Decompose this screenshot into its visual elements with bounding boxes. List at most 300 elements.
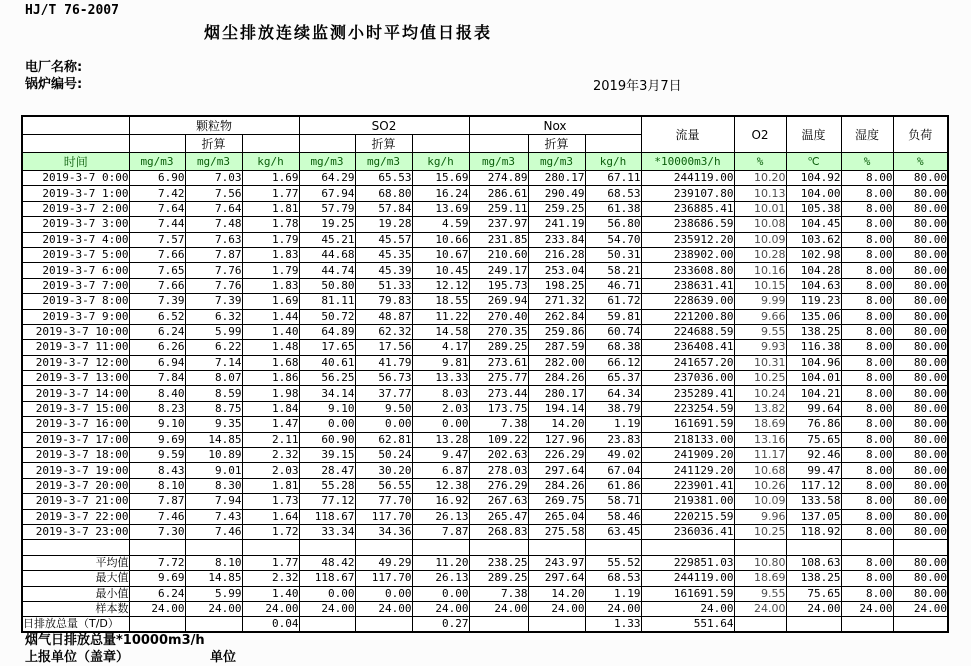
value-cell: 8.00: [841, 171, 893, 186]
value-cell: 10.45: [412, 263, 469, 278]
value-cell: 16.24: [412, 186, 469, 201]
time-cell: 2019-3-7 18:00: [22, 448, 129, 463]
value-cell: 1.68: [242, 355, 299, 370]
report-unit-label: 上报单位（盖章）: [25, 650, 130, 665]
table-row: [22, 324, 948, 339]
summary-value-cell: 18.69: [734, 571, 786, 586]
temperature-header: 温度: [786, 116, 841, 153]
summary-value-cell: 161691.59: [641, 586, 734, 601]
value-cell: 1.40: [242, 324, 299, 339]
value-cell: 48.87: [355, 309, 412, 324]
value-cell: 7.44: [129, 217, 185, 232]
spacer-cell: [355, 540, 412, 555]
value-cell: 77.70: [355, 494, 412, 509]
value-cell: 28.47: [299, 463, 355, 478]
summary-label: 平均值: [22, 555, 129, 570]
value-cell: 8.00: [841, 524, 893, 539]
value-cell: 80.00: [893, 448, 948, 463]
time-cell: 2019-3-7 16:00: [22, 417, 129, 432]
spacer-cell: [893, 540, 948, 555]
value-cell: 233.84: [528, 232, 585, 247]
value-cell: 118.67: [299, 509, 355, 524]
value-cell: 58.46: [585, 509, 641, 524]
value-cell: 80.00: [893, 201, 948, 216]
summary-value-cell: [734, 617, 786, 633]
value-cell: 241909.20: [641, 448, 734, 463]
value-cell: 12.12: [412, 278, 469, 293]
value-cell: 7.42: [129, 186, 185, 201]
value-cell: 8.00: [841, 401, 893, 416]
value-cell: 297.64: [528, 463, 585, 478]
table-row: [22, 247, 948, 262]
particulate-raw-header: [129, 135, 185, 153]
summary-value-cell: 24.00: [786, 601, 841, 616]
value-cell: 61.86: [585, 478, 641, 493]
value-cell: 239107.80: [641, 186, 734, 201]
value-cell: 7.57: [129, 232, 185, 247]
summary-value-cell: 0.27: [412, 617, 469, 633]
value-cell: 104.00: [786, 186, 841, 201]
value-cell: 127.96: [528, 432, 585, 447]
flow-unit-header: *10000m3/h: [641, 153, 734, 171]
summary-label: 样本数: [22, 601, 129, 616]
value-cell: 80.00: [893, 524, 948, 539]
value-cell: 8.00: [841, 263, 893, 278]
spacer-cell: [734, 540, 786, 555]
load-unit-header: %: [893, 153, 948, 171]
value-cell: 9.35: [185, 417, 242, 432]
value-cell: 223901.41: [641, 478, 734, 493]
value-cell: 119.23: [786, 294, 841, 309]
summary-value-cell: 0.00: [299, 586, 355, 601]
summary-value-cell: 8.00: [841, 586, 893, 601]
summary-value-cell: 117.70: [355, 571, 412, 586]
o2-unit-header: %: [734, 153, 786, 171]
value-cell: 8.75: [185, 401, 242, 416]
value-cell: 1.77: [242, 186, 299, 201]
spacer-cell: [585, 540, 641, 555]
time-col-header-top: [22, 116, 129, 135]
value-cell: 9.69: [129, 432, 185, 447]
time-cell: 2019-3-7 4:00: [22, 232, 129, 247]
o2-header: O2: [734, 116, 786, 153]
value-cell: 7.87: [185, 247, 242, 262]
spacer-cell: [641, 540, 734, 555]
value-cell: 224688.59: [641, 324, 734, 339]
summary-row-samples: [22, 601, 948, 616]
table-row: [22, 494, 948, 509]
table-row: [22, 217, 948, 232]
report-date: 2019年3月7日: [593, 79, 682, 94]
value-cell: 8.00: [841, 494, 893, 509]
value-cell: 10.68: [734, 463, 786, 478]
value-cell: 1.84: [242, 401, 299, 416]
value-cell: 38.79: [585, 401, 641, 416]
value-cell: 8.00: [841, 309, 893, 324]
time-cell: 2019-3-7 19:00: [22, 463, 129, 478]
table-row: [22, 432, 948, 447]
value-cell: 17.56: [355, 340, 412, 355]
table-row: [22, 232, 948, 247]
humidity-unit-header: %: [841, 153, 893, 171]
value-cell: 116.38: [786, 340, 841, 355]
value-cell: 236408.41: [641, 340, 734, 355]
value-cell: 1.73: [242, 494, 299, 509]
value-cell: 7.46: [129, 509, 185, 524]
value-cell: 9.96: [734, 509, 786, 524]
value-cell: 8.00: [841, 509, 893, 524]
value-cell: 1.79: [242, 263, 299, 278]
value-cell: 10.67: [412, 247, 469, 262]
value-cell: 80.00: [893, 263, 948, 278]
summary-value-cell: 68.53: [585, 571, 641, 586]
value-cell: 7.56: [185, 186, 242, 201]
value-cell: 1.47: [242, 417, 299, 432]
time-col-header-mid: [22, 135, 129, 153]
value-cell: 9.50: [355, 401, 412, 416]
load-header: 负荷: [893, 116, 948, 153]
summary-value-cell: 24.00: [412, 601, 469, 616]
value-cell: 56.55: [355, 478, 412, 493]
value-cell: 56.25: [299, 371, 355, 386]
value-cell: 241657.20: [641, 355, 734, 370]
value-cell: 45.35: [355, 247, 412, 262]
value-cell: 7.39: [185, 294, 242, 309]
summary-value-cell: 24.00: [242, 601, 299, 616]
value-cell: 8.00: [841, 232, 893, 247]
table-row: [22, 509, 948, 524]
unit-label: 单位: [210, 650, 237, 665]
value-cell: 58.71: [585, 494, 641, 509]
summary-value-cell: 1.77: [242, 555, 299, 570]
value-cell: 44.74: [299, 263, 355, 278]
value-cell: 50.80: [299, 278, 355, 293]
table-body: [22, 171, 948, 633]
summary-value-cell: [841, 617, 893, 633]
summary-value-cell: 8.00: [841, 571, 893, 586]
value-cell: 133.58: [786, 494, 841, 509]
value-cell: 45.57: [355, 232, 412, 247]
value-cell: 51.33: [355, 278, 412, 293]
table-row: [22, 171, 948, 186]
value-cell: 161691.59: [641, 417, 734, 432]
value-cell: 9.47: [412, 448, 469, 463]
table-header: [22, 116, 948, 171]
value-cell: 236036.41: [641, 524, 734, 539]
value-cell: 44.68: [299, 247, 355, 262]
particulate-rate-header: [242, 135, 299, 153]
value-cell: 173.75: [469, 401, 528, 416]
value-cell: 99.47: [786, 463, 841, 478]
summary-label: 最大值: [22, 571, 129, 586]
value-cell: 104.92: [786, 171, 841, 186]
value-cell: 7.66: [129, 278, 185, 293]
particulate-unit-header: kg/h: [242, 153, 299, 171]
value-cell: 238686.59: [641, 217, 734, 232]
summary-value-cell: 49.29: [355, 555, 412, 570]
value-cell: 80.00: [893, 232, 948, 247]
spacer-cell: [528, 540, 585, 555]
summary-value-cell: 75.65: [786, 586, 841, 601]
summary-value-cell: 24.00: [355, 601, 412, 616]
value-cell: 235289.41: [641, 386, 734, 401]
value-cell: 8.00: [841, 355, 893, 370]
value-cell: 7.66: [129, 247, 185, 262]
value-cell: 7.39: [129, 294, 185, 309]
value-cell: 0.00: [412, 417, 469, 432]
so2-unit-header: mg/m3: [299, 153, 355, 171]
summary-label: 最小值: [22, 586, 129, 601]
value-cell: 6.24: [129, 324, 185, 339]
value-cell: 56.80: [585, 217, 641, 232]
value-cell: 7.76: [185, 278, 242, 293]
value-cell: 8.00: [841, 217, 893, 232]
nox-rate-header: [585, 135, 641, 153]
value-cell: 282.00: [528, 355, 585, 370]
value-cell: 80.00: [893, 278, 948, 293]
value-cell: 7.14: [185, 355, 242, 370]
summary-value-cell: 6.24: [129, 586, 185, 601]
value-cell: 137.05: [786, 509, 841, 524]
value-cell: 10.01: [734, 201, 786, 216]
value-cell: 50.31: [585, 247, 641, 262]
value-cell: 80.00: [893, 386, 948, 401]
value-cell: 265.47: [469, 509, 528, 524]
value-cell: 92.46: [786, 448, 841, 463]
value-cell: 216.28: [528, 247, 585, 262]
value-cell: 10.09: [734, 232, 786, 247]
value-cell: 273.44: [469, 386, 528, 401]
value-cell: 6.87: [412, 463, 469, 478]
value-cell: 19.25: [299, 217, 355, 232]
value-cell: 265.04: [528, 509, 585, 524]
time-cell: 2019-3-7 5:00: [22, 247, 129, 262]
summary-value-cell: 229851.03: [641, 555, 734, 570]
value-cell: 60.90: [299, 432, 355, 447]
value-cell: 7.48: [185, 217, 242, 232]
time-cell: 2019-3-7 0:00: [22, 171, 129, 186]
time-cell: 2019-3-7 2:00: [22, 201, 129, 216]
value-cell: 286.61: [469, 186, 528, 201]
value-cell: 67.04: [585, 463, 641, 478]
summary-value-cell: 24.00: [893, 601, 948, 616]
value-cell: 268.83: [469, 524, 528, 539]
value-cell: 80.00: [893, 432, 948, 447]
value-cell: 61.38: [585, 201, 641, 216]
value-cell: 30.20: [355, 463, 412, 478]
value-cell: 7.63: [185, 232, 242, 247]
time-cell: 2019-3-7 3:00: [22, 217, 129, 232]
value-cell: 6.94: [129, 355, 185, 370]
summary-value-cell: 9.69: [129, 571, 185, 586]
value-cell: 271.32: [528, 294, 585, 309]
value-cell: 231.85: [469, 232, 528, 247]
value-cell: 1.72: [242, 524, 299, 539]
summary-value-cell: [528, 617, 585, 633]
value-cell: 79.83: [355, 294, 412, 309]
summary-value-cell: 24.00: [129, 601, 185, 616]
value-cell: 275.58: [528, 524, 585, 539]
value-cell: 64.34: [585, 386, 641, 401]
value-cell: 12.38: [412, 478, 469, 493]
page-title: 烟尘排放连续监测小时平均值日报表: [204, 23, 493, 42]
summary-value-cell: 289.25: [469, 571, 528, 586]
summary-label: 日排放总量（T/D）: [22, 617, 129, 633]
value-cell: 2.32: [242, 448, 299, 463]
summary-value-cell: 10.80: [734, 555, 786, 570]
value-cell: 2.03: [242, 463, 299, 478]
humidity-header: 湿度: [841, 116, 893, 153]
value-cell: 9.81: [412, 355, 469, 370]
summary-value-cell: 14.20: [528, 586, 585, 601]
nox-raw-header: [469, 135, 528, 153]
value-cell: 75.65: [786, 432, 841, 447]
summary-value-cell: 551.64: [641, 617, 734, 633]
value-cell: 67.11: [585, 171, 641, 186]
value-cell: 37.77: [355, 386, 412, 401]
value-cell: 117.12: [786, 478, 841, 493]
value-cell: 1.19: [585, 417, 641, 432]
summary-value-cell: 244119.00: [641, 571, 734, 586]
value-cell: 10.15: [734, 278, 786, 293]
summary-value-cell: [786, 617, 841, 633]
value-cell: 10.66: [412, 232, 469, 247]
spacer-cell: [129, 540, 185, 555]
value-cell: 8.30: [185, 478, 242, 493]
value-cell: 41.79: [355, 355, 412, 370]
value-cell: 218133.00: [641, 432, 734, 447]
value-cell: 228639.00: [641, 294, 734, 309]
value-cell: 65.53: [355, 171, 412, 186]
summary-value-cell: 0.04: [242, 617, 299, 633]
value-cell: 7.87: [129, 494, 185, 509]
summary-value-cell: 24.00: [841, 601, 893, 616]
table-row: [22, 463, 948, 478]
value-cell: 10.08: [734, 217, 786, 232]
value-cell: 13.16: [734, 432, 786, 447]
value-cell: 80.00: [893, 509, 948, 524]
value-cell: 104.01: [786, 371, 841, 386]
time-cell: 2019-3-7 13:00: [22, 371, 129, 386]
value-cell: 13.33: [412, 371, 469, 386]
value-cell: 9.59: [129, 448, 185, 463]
value-cell: 259.86: [528, 324, 585, 339]
value-cell: 10.89: [185, 448, 242, 463]
value-cell: 1.86: [242, 371, 299, 386]
value-cell: 46.71: [585, 278, 641, 293]
value-cell: 9.99: [734, 294, 786, 309]
value-cell: 8.00: [841, 432, 893, 447]
table-row: [22, 417, 948, 432]
value-cell: 56.73: [355, 371, 412, 386]
summary-row-average: [22, 555, 948, 570]
group-header-so2: SO2: [299, 116, 469, 135]
value-cell: 105.38: [786, 201, 841, 216]
value-cell: 6.26: [129, 340, 185, 355]
particulate-unit-header: mg/m3: [185, 153, 242, 171]
value-cell: 34.36: [355, 524, 412, 539]
value-cell: 8.40: [129, 386, 185, 401]
value-cell: 13.69: [412, 201, 469, 216]
flow-total-note: 烟气日排放总量*10000m3/h: [25, 633, 205, 648]
summary-value-cell: [893, 617, 948, 633]
value-cell: 290.49: [528, 186, 585, 201]
value-cell: 68.80: [355, 186, 412, 201]
value-cell: 8.00: [841, 386, 893, 401]
summary-value-cell: 297.64: [528, 571, 585, 586]
plant-name-label: 电厂名称:: [25, 60, 83, 75]
spacer-cell: [412, 540, 469, 555]
value-cell: 18.69: [734, 417, 786, 432]
value-cell: 11.22: [412, 309, 469, 324]
value-cell: 195.73: [469, 278, 528, 293]
value-cell: 6.22: [185, 340, 242, 355]
value-cell: 45.39: [355, 263, 412, 278]
value-cell: 67.94: [299, 186, 355, 201]
value-cell: 8.00: [841, 448, 893, 463]
value-cell: 80.00: [893, 371, 948, 386]
value-cell: 8.07: [185, 371, 242, 386]
summary-value-cell: 55.52: [585, 555, 641, 570]
time-cell: 2019-3-7 1:00: [22, 186, 129, 201]
value-cell: 10.16: [734, 263, 786, 278]
value-cell: 237036.00: [641, 371, 734, 386]
value-cell: 8.00: [841, 201, 893, 216]
value-cell: 77.12: [299, 494, 355, 509]
value-cell: 289.25: [469, 340, 528, 355]
value-cell: 8.23: [129, 401, 185, 416]
value-cell: 80.00: [893, 247, 948, 262]
value-cell: 269.75: [528, 494, 585, 509]
table-row: [22, 355, 948, 370]
value-cell: 39.15: [299, 448, 355, 463]
summary-value-cell: 2.32: [242, 571, 299, 586]
summary-value-cell: 24.00: [185, 601, 242, 616]
value-cell: 18.55: [412, 294, 469, 309]
summary-value-cell: [469, 617, 528, 633]
value-cell: 8.00: [841, 463, 893, 478]
spacer-cell: [242, 540, 299, 555]
data-table: [21, 115, 949, 633]
summary-value-cell: 238.25: [469, 555, 528, 570]
table-row: [22, 386, 948, 401]
value-cell: 1.64: [242, 509, 299, 524]
value-cell: 23.83: [585, 432, 641, 447]
value-cell: 6.52: [129, 309, 185, 324]
value-cell: 5.99: [185, 324, 242, 339]
time-cell: 2019-3-7 17:00: [22, 432, 129, 447]
summary-row-minimum: [22, 586, 948, 601]
value-cell: 76.86: [786, 417, 841, 432]
group-header-nox: Nox: [469, 116, 641, 135]
particulate-unit-header: mg/m3: [129, 153, 185, 171]
value-cell: 80.00: [893, 478, 948, 493]
spacer-cell: [299, 540, 355, 555]
value-cell: 8.00: [841, 278, 893, 293]
table-row: [22, 263, 948, 278]
value-cell: 270.35: [469, 324, 528, 339]
value-cell: 58.21: [585, 263, 641, 278]
value-cell: 13.28: [412, 432, 469, 447]
value-cell: 9.10: [129, 417, 185, 432]
value-cell: 17.65: [299, 340, 355, 355]
value-cell: 278.03: [469, 463, 528, 478]
value-cell: 1.83: [242, 247, 299, 262]
value-cell: 8.00: [841, 371, 893, 386]
value-cell: 1.48: [242, 340, 299, 355]
boiler-number-label: 锅炉编号:: [25, 77, 83, 92]
value-cell: 1.98: [242, 386, 299, 401]
